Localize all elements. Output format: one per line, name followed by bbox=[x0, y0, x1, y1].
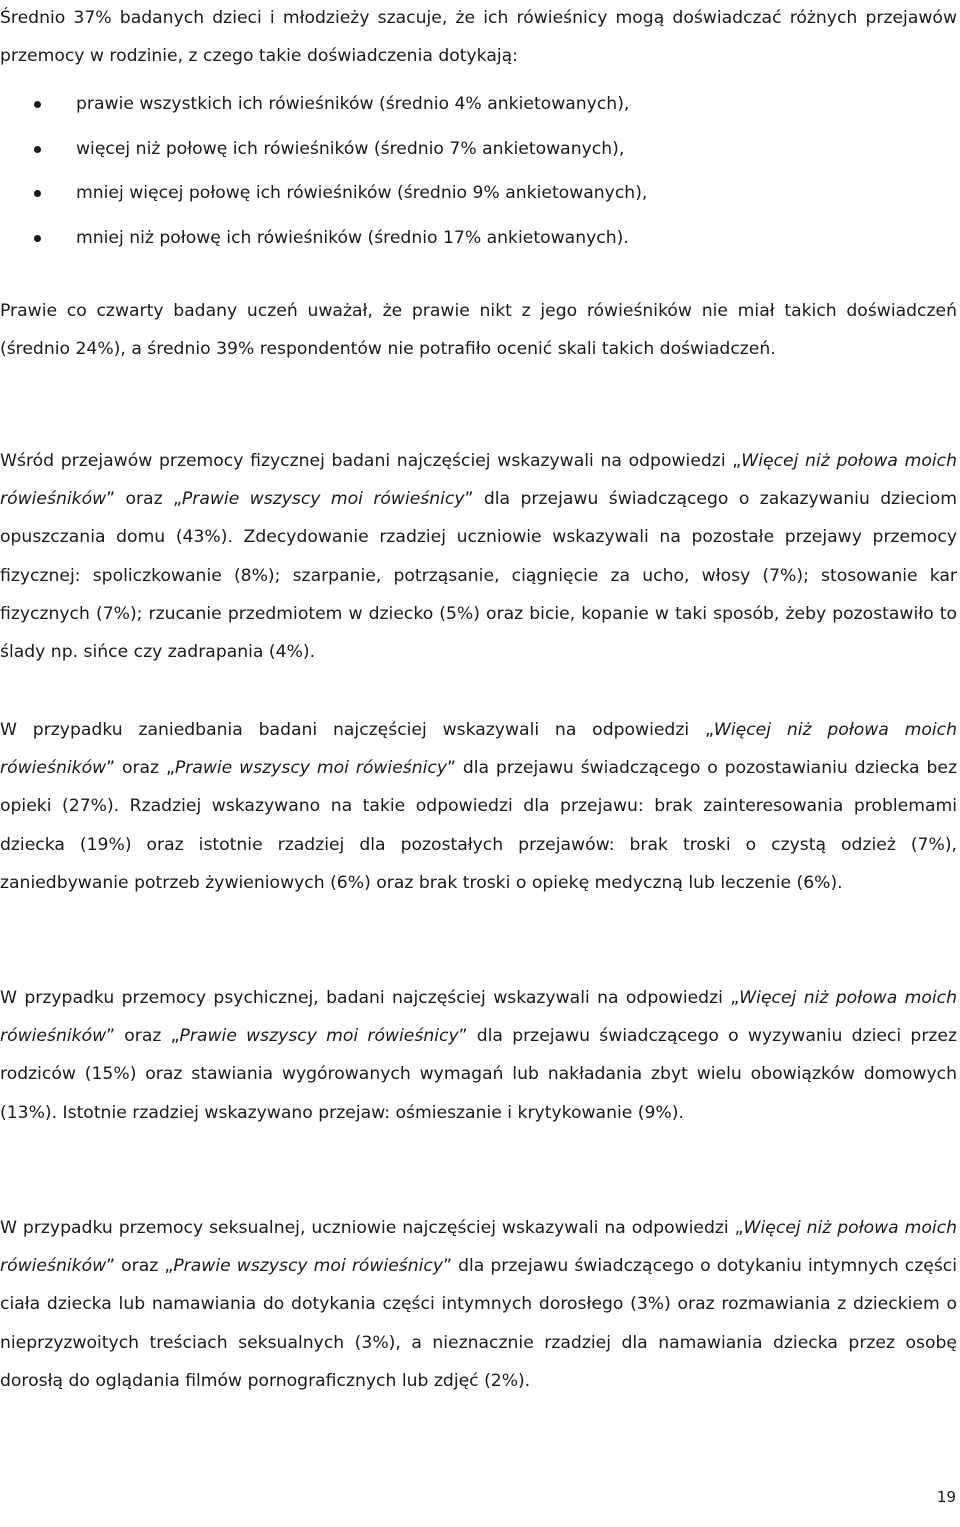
list-item-text: mniej niż połowę ich rówieśników (średnio 17% ankietowanych). bbox=[76, 227, 629, 248]
list-item-text: prawie wszystkich ich rówieśników (średnio 4% ankietowanych), bbox=[76, 94, 630, 114]
list-item bbox=[0, 82, 957, 127]
list-item bbox=[0, 127, 957, 172]
list-item-text: więcej niż połowę ich rówieśników (średnio 7% ankietowanych), bbox=[76, 138, 625, 159]
answer-almost-all: Prawie wszyscy moi rówieśnicy bbox=[179, 1026, 459, 1047]
page-number: 19 bbox=[936, 1488, 956, 1506]
answer-almost-all: Prawie wszyscy moi rówieśnicy bbox=[181, 489, 465, 510]
sexual-violence-paragraph: W przypadku przemocy seksualnej, uczniowie najczęściej wskazywali na odpowiedzi „Więcej niż połowa moich rówieśników” oraz „Prawie wszyscy moi rówieśnicy” dla przejawu świadczącego o dotykaniu intymnych części ciała dziecka lub namawiania do dotykania części intymnych dorosłego (3%) oraz rozmawiania z dzieckiem o nieprzyzwoitych treściach seksualnych (3%), a nieznacznie rzadziej dla namawiania dziecka przez osobę dorosłą do oglądania filmów pornograficznych lub zdjęć (2%). bbox=[0, 1218, 958, 1391]
bullet-icon bbox=[34, 190, 41, 197]
answer-almost-all: Prawie wszyscy moi rówieśnicy bbox=[174, 758, 448, 779]
answer-more-than-half: Więcej niż połowa moich rówieśników bbox=[0, 720, 957, 779]
list-item bbox=[0, 216, 957, 261]
answer-more-than-half: Więcej niż połowa moich rówieśników bbox=[0, 451, 957, 510]
bullet-icon bbox=[34, 101, 41, 108]
answer-more-than-half: Więcej niż połowa moich rówieśników bbox=[0, 988, 957, 1047]
list-item bbox=[0, 171, 957, 216]
physical-violence-paragraph: Wśród przejawów przemocy fizycznej badani najczęściej wskazywali na odpowiedzi „Więcej niż połowa moich rówieśników” oraz „Prawie wszyscy moi rówieśnicy” dla przejawu świadczącego o zakazywaniu dzieciom opuszczania domu (43%). Zdecydowanie rzadziej uczniowie wskazywali na pozostałe przejawy przemocy fizycznej: spoliczkowanie (8%); szarpanie, potrząsanie, ciągnięcie za ucho, włosy (7%); stosowanie kar fizycznych (7%); rzucanie przedmiotem w dziecko (5%) oraz bicie, kopanie w taki sposób, żeby pozostawiło to ślady np. sińce czy zadrapania (4%). bbox=[0, 451, 958, 663]
neglect-paragraph: W przypadku zaniedbania badani najczęściej wskazywali na odpowiedzi „Więcej niż połowa moich rówieśników” oraz „Prawie wszyscy moi rówieśnicy” dla przejawu świadczącego o pozostawianiu dziecka bez opieki (27%). Rzadziej wskazywano na takie odpowiedzi dla przejawu: brak zainteresowania problemami dziecka (19%) oraz istotnie rzadziej dla pozostałych przejawów: brak troski o czystą odzież (7%), zaniedbywanie potrzeb żywieniowych (6%) oraz brak troski o opiekę medyczną lub leczenie (6%). bbox=[0, 720, 958, 893]
bullet-icon bbox=[34, 235, 41, 242]
psychological-violence-paragraph: W przypadku przemocy psychicznej, badani najczęściej wskazywali na odpowiedzi „Więcej niż połowa moich rówieśników” oraz „Prawie wszyscy moi rówieśnicy” dla przejawu świadczącego o wyzywaniu dzieci przez rodziców (15%) oraz stawiania wygórowanych wymagań lub nakładania zbyt wielu obowiązków domowych (13%). Istotnie rzadziej wskazywano przejaw: ośmieszanie i krytykowanie (9%). bbox=[0, 988, 957, 1123]
quarter-paragraph: Prawie co czwarty badany uczeń uważał, że prawie nikt z jego rówieśników nie miał takich doświadczeń (średnio 24%), a średnio 39% respondentów nie potrafiło ocenić skali takich doświadczeń. bbox=[0, 301, 957, 360]
bullet-icon bbox=[34, 146, 41, 153]
list-item-text: mniej więcej połowę ich rówieśników (średnio 9% ankietowanych), bbox=[76, 183, 648, 203]
answer-more-than-half: Więcej niż połowa moich rówieśników bbox=[0, 1218, 957, 1277]
intro-paragraph: Średnio 37% badanych dzieci i młodzieży szacuje, że ich rówieśnicy mogą doświadczać różnych przejawów przemocy w rodzinie, z czego takie doświadczenia dotykają: bbox=[0, 8, 957, 67]
answer-almost-all: Prawie wszyscy moi rówieśnicy bbox=[173, 1256, 444, 1277]
bullet-list bbox=[0, 82, 957, 260]
